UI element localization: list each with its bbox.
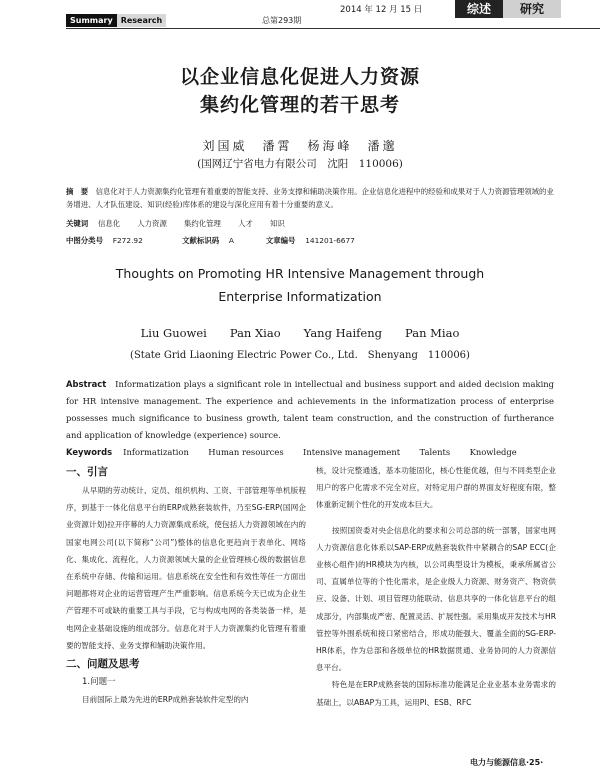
body-paragraph: 核，设计完整通透，基本功能固化，核心性能优越，但与不同类型企业用户的客户化需求不完全对应，对特定用户群的界面友好程度有限，整体重新定制个性化的开发成本巨大。 (316, 466, 556, 510)
research-label: Research (117, 14, 167, 27)
title-cn-line2: 集约化管理的若干思考 (199, 94, 400, 116)
keyword-cn: 人才 (238, 219, 253, 228)
article-number: 141201-6677 (305, 236, 355, 245)
keyword-cn: 知识 (270, 219, 285, 228)
keyword-cn: 信息化 (97, 219, 121, 228)
keyword-cn: 集约化管理 (183, 219, 221, 228)
body-column-right (316, 462, 556, 711)
clc-code: F272.92 (112, 236, 143, 245)
summary-label: Summary (66, 14, 117, 27)
authors-en: Liu Guowei Pan Xiao Yang Haifeng Pan Miao (140, 326, 460, 340)
section-label-research: 研究 (503, 0, 561, 18)
clc-label: 中图分类号 (66, 236, 103, 245)
title-en-line2: Enterprise Informatization (218, 289, 382, 304)
keyword-en: Intensive management (303, 447, 401, 457)
authors-cn: 刘国威 潘霄 杨海峰 潘邈 (202, 139, 398, 153)
body-paragraph: 按照国资委对央企信息化的要求和公司总部的统一部署，国家电网人力资源信息化体系以SAP-ERP成熟套装软件中紧耦合的SAP ECC(企业核心组件)的HR模块为内核，以公司典型设计为模板，秉承所属省公司、直属单位等的个性化需求，是企业级人力资源、财务资产、物资供应、设备、计划、项目管理功能联动、信息共享的一体化信息平台的组成部分，内部集成严密、配置灵活、扩展性强。采用集成开发技术与HR管控等外围系统和接口紧密结合，形成功能强大、覆盖全面的SG-ERP-HR体系，作为总部和各级单位的HR数据贯通、业务协同的人力资源信息平台。 (316, 525, 556, 673)
abstract-en-text: Informatization plays a significant role in intellectual and business support and aided decision making for HR intensive management. The experience and achievements in the informatization process of enterprise possesses much significance to business growth, talent team construction, and the construction of furtherance and application of knowledge (experience) source. (66, 379, 555, 440)
keyword-cn: 人力资源 (137, 219, 167, 228)
page-footer: 电力与能源信息·25· (470, 758, 544, 767)
section-heading-intro: 一、引言 (66, 466, 108, 478)
body-column-left (66, 462, 306, 708)
body-paragraph: 特色是在ERP成熟套装的国际标准功能满足企业业基本业务需求的基础上，以ABAP为工具，运用PI、ESB、RFC (316, 680, 556, 707)
abstract-cn-label: 摘 要 (66, 187, 89, 196)
keyword-en: Informatization (123, 447, 189, 457)
doc-code: A (228, 236, 234, 245)
keyword-en: Talents (419, 447, 451, 457)
affiliation-cn: (国网辽宁省电力有限公司 沈阳 110006) (197, 158, 403, 170)
keyword-en: Knowledge (469, 447, 517, 457)
page-header (0, 0, 600, 34)
issue-number: 总第293期 (262, 16, 302, 25)
keywords-en-label: Keywords (66, 447, 113, 457)
affiliation-en: (State Grid Liaoning Electric Power Co., Ltd. Shenyang 110006) (130, 350, 470, 361)
doc-code-label: 文献标识码 (182, 236, 220, 245)
body-paragraph: 从早期的劳动统计、定员、组织机构、工资、干部管理等单机版程序，到基于一体化信息平台的ERP成熟套装软件，乃至SG-ERP(国网企业资源计划)拉开序幕的人力资源集成系统，使包括人力资源领域在内的国家电网公司(以下简称“公司”)整体的信息化更趋向于表单化、网络化、集成化、流程化，人力资源领域大量的企业管理核心级的数据信息在系统中存储、传输和运用。信息系统在安全性和有效性等任一方面出问题都将对企业的运营管理产生严重影响。信息系统今天已成为企业生产管理不可或缺的重要工具与手段，它与构成电网的各类装备一样，是电网企业基础设施的组成部分。信息化对于人力资源集约化管理有着重要的智能支持、业务支撑和辅助决策作用。 (66, 486, 306, 650)
keywords-cn-label: 关键词 (66, 219, 89, 228)
title-cn-line1: 以企业信息化促进人力资源 (179, 66, 420, 88)
abstract-cn (66, 186, 554, 211)
keywords-cn (66, 218, 285, 229)
body-paragraph: 目前国际上最为先进的ERP成熟套装软件定型的内 (82, 695, 249, 705)
section-heading-problems: 二、问题及思考 (66, 658, 140, 671)
header-rule (66, 28, 600, 29)
abstract-en-label: Abstract (66, 379, 107, 389)
subsection-heading: 1.问题一 (82, 677, 116, 688)
article-number-label: 文章编号 (265, 236, 296, 245)
keywords-en (66, 446, 517, 458)
abstract-cn-text: 信息化对于人力资源集约化管理有着重要的智能支持、业务支撑和辅助决策作用。企业信息化进程中的经验和成果对于人力资源管理领域的业务增进、人才队伍建设、知识(经验)库体系的建设与深化应用有着十分重要的意义。 (66, 187, 554, 209)
classification-cn (66, 235, 355, 246)
publication-date: 2014 年 12 月 15 日 (340, 5, 423, 15)
title-en-line1: Thoughts on Promoting HR Intensive Management through (115, 266, 485, 281)
summary-research-tag (66, 14, 166, 27)
section-label-review: 综述 (455, 0, 503, 18)
keyword-en: Human resources (208, 447, 284, 457)
abstract-en (66, 376, 554, 444)
